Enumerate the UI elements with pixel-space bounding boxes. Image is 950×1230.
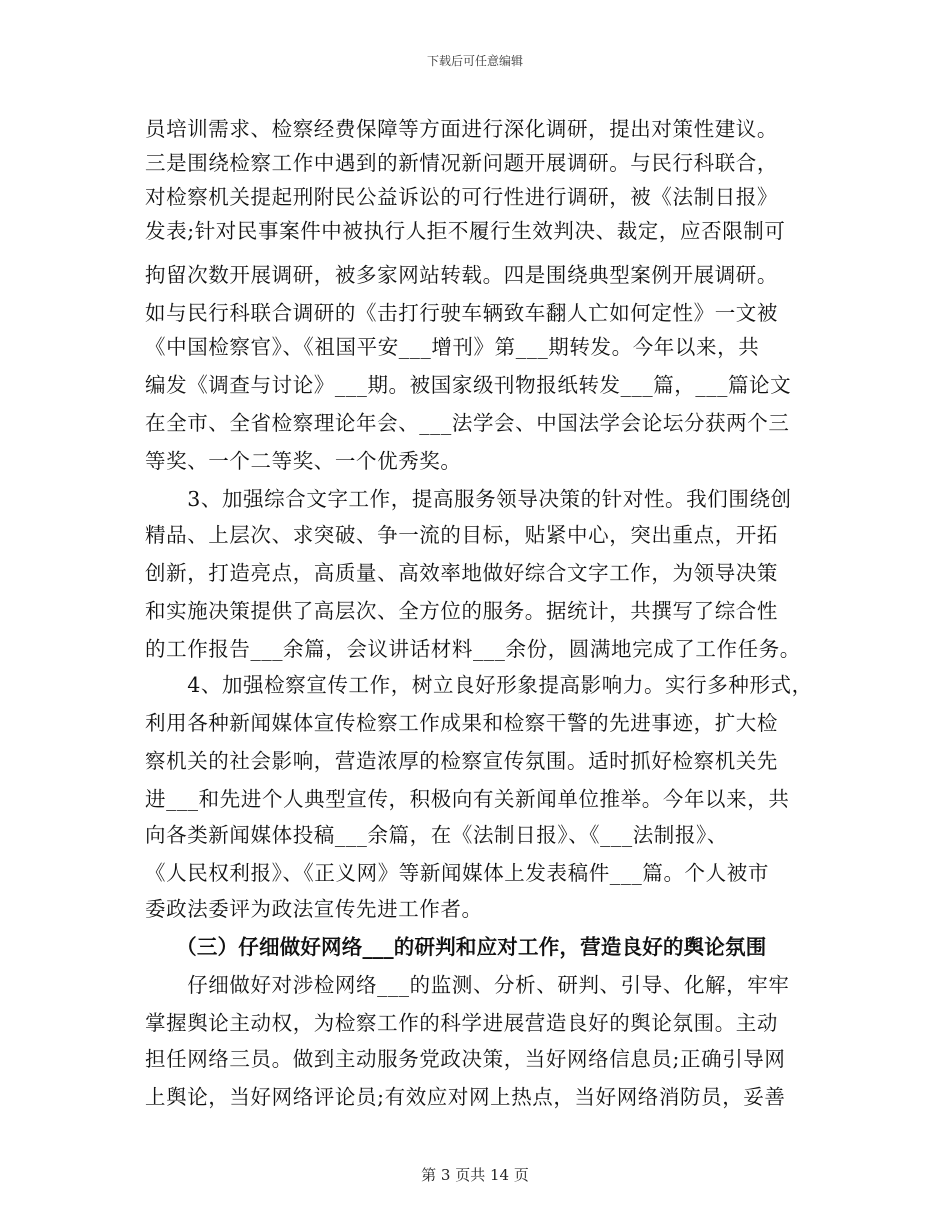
body-line: 在全市、全省检察理论年会、___法学会、中国法学会论坛分获两个三 — [145, 411, 790, 435]
body-line: 员培训需求、检察经费保障等方面进行深化调研，提出对策性建议。 — [145, 117, 778, 141]
body-line: 和实施决策提供了高层次、全方位的服务。据统计，共撰写了综合性 — [145, 599, 778, 623]
body-line: 向各类新闻媒体投稿___余篇，在《法制日报》、《___法制报》、 — [145, 823, 728, 847]
page-footer: 第 3 页共 14 页 — [421, 1166, 529, 1184]
body-line: 《中国检察官》、《祖国平安___增刊》第___期转发。今年以来，共 — [145, 335, 760, 359]
body-line: 掌握舆论主动权，为检察工作的科学进展营造良好的舆论氛围。主动 — [145, 1011, 778, 1035]
body-line: 察机关的社会影响，营造浓厚的检察宣传氛围。适时抓好检察机关先 — [145, 749, 778, 773]
body-line: 对检察机关提起刑附民公益诉讼的可行性进行调研，被《法制日报》 — [145, 185, 778, 209]
body-line: 拘留次数开展调研，被多家网站转载。四是围绕典型案例开展调研。 — [145, 263, 778, 287]
body-line: 利用各种新闻媒体宣传检察工作成果和检察干警的先进事迹，扩大检 — [145, 711, 778, 735]
body-line: 精品、上层次、求突破、争一流的目标，贴紧中心，突出重点，开拓 — [145, 523, 778, 547]
body-line: 担任网络三员。做到主动服务党政决策，当好网络信息员;正确引导网 — [145, 1047, 786, 1071]
body-line: 发表;针对民事案件中被执行人拒不履行生效判决、裁定，应否限制可 — [145, 219, 786, 243]
body-line: 《人民权利报》、《正义网》等新闻媒体上发表稿件___篇。个人被市 — [145, 861, 769, 885]
body-line: 等奖、一个二等奖、一个优秀奖。 — [145, 449, 462, 473]
body-line: 如与民行科联合调研的《击打行驶车辆致车翻人亡如何定性》一文被 — [145, 301, 778, 325]
body-line: 3、加强综合文字工作，提高服务领导决策的针对性。我们围绕创 — [145, 487, 792, 511]
body-line: 4、加强检察宣传工作，树立良好形象提高影响力。实行多种形式， — [145, 673, 813, 697]
section-heading: （三）仔细做好网络___的研判和应对工作，营造良好的舆论氛围 — [145, 935, 767, 959]
page-header: 下载后可任意编辑 — [426, 54, 523, 68]
body-line: 的工作报告___余篇，会议讲话材料___余份，圆满地完成了工作任务。 — [145, 637, 801, 661]
body-line: 编发《调查与讨论》___期。被国家级刊物报纸转发___篇，___篇论文 — [145, 373, 792, 397]
body-line: 创新，打造亮点，高质量、高效率地做好综合文字工作，为领导决策 — [145, 561, 778, 585]
body-line: 三是围绕检察工作中遇到的新情况新问题开展调研。与民行科联合， — [145, 151, 778, 175]
body-line: 上舆论，当好网络评论员;有效应对网上热点，当好网络消防员，妥善 — [145, 1085, 786, 1109]
body-line: 仔细做好对涉检网络___的监测、分析、研判、引导、化解，牢牢 — [145, 973, 790, 997]
body-line: 委政法委评为政法宣传先进工作者。 — [145, 897, 483, 921]
body-line: 进___和先进个人典型宣传，积极向有关新闻单位推举。今年以来，共 — [145, 787, 790, 811]
